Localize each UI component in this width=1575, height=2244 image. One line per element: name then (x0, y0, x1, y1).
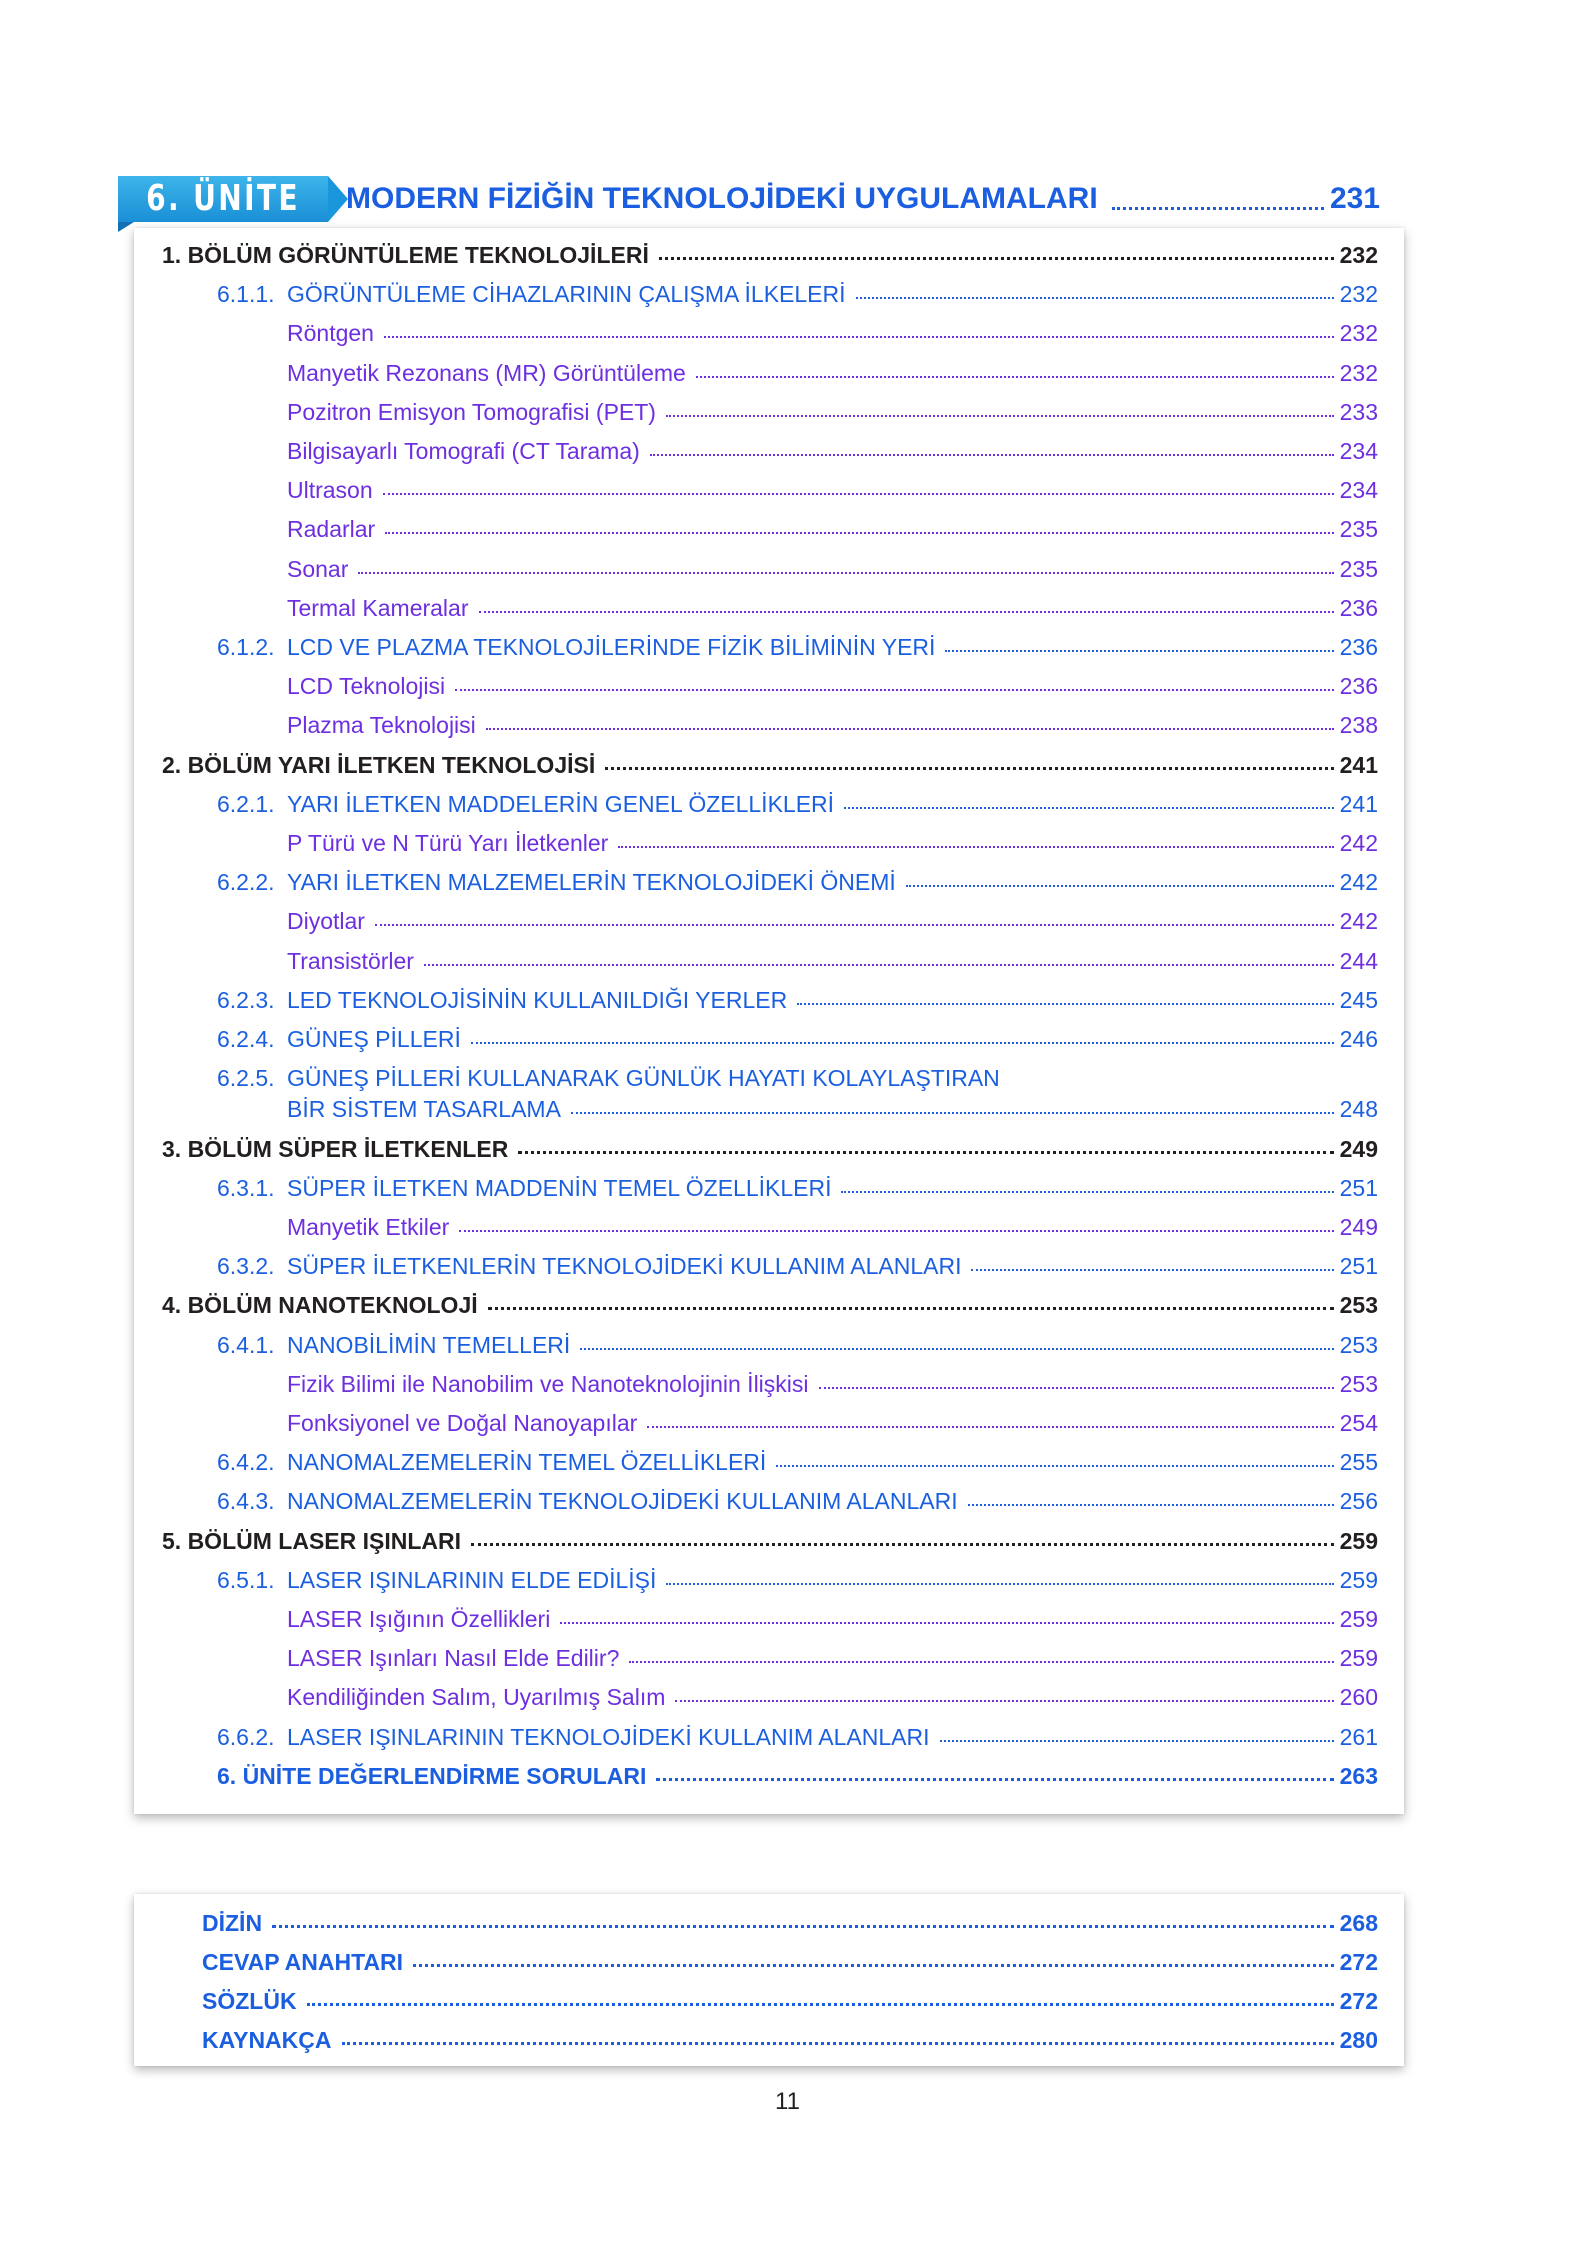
toc-entry-title: GÖRÜNTÜLEME CİHAZLARININ ÇALIŞMA İLKELERİ (287, 281, 846, 308)
toc-entry-part[interactable] (162, 1136, 1378, 1163)
toc-entry-page: 235 (1339, 516, 1378, 543)
back-matter-entry[interactable] (202, 2027, 1378, 2054)
toc-entry-title: Fizik Bilimi ile Nanobilim ve Nanoteknolojinin İlişkisi (287, 1370, 809, 1397)
toc-entry-page: 251 (1339, 1174, 1378, 1201)
dot-leader (945, 650, 1333, 652)
toc-entry-title: 5. BÖLÜM LASER IŞINLARI (162, 1527, 462, 1554)
toc-entry-title: SÜPER İLETKEN MADDENİN TEMEL ÖZELLİKLERİ (287, 1174, 832, 1201)
toc-entry-page: 255 (1339, 1449, 1378, 1476)
dot-leader (358, 572, 1333, 574)
toc-entry-sub[interactable] (287, 516, 1378, 543)
toc-entry-page: 254 (1339, 1410, 1378, 1436)
dot-leader (797, 1003, 1333, 1005)
toc-entry-page: 232 (1339, 320, 1378, 347)
dot-leader (471, 1042, 1334, 1044)
toc-entry-title: Kendiliğinden Salım, Uyarılmış Salım (287, 1684, 666, 1711)
toc-entry-title: 6. ÜNİTE DEĞERLENDİRME SORULARI (217, 1762, 647, 1789)
toc-entry-title: BİR SİSTEM TASARLAMA (287, 1096, 561, 1123)
toc-entry-page: 259 (1339, 1566, 1378, 1593)
toc-entry-number: 6.2.5. (217, 1065, 275, 1092)
dot-leader (413, 1964, 1334, 1967)
toc-entry-page: 253 (1339, 1292, 1378, 1319)
back-matter-title: CEVAP ANAHTARI (202, 1949, 404, 1975)
dot-leader (666, 415, 1334, 417)
toc-entry-part[interactable] (162, 752, 1378, 779)
dot-leader (455, 689, 1334, 691)
back-matter-page: 280 (1339, 2027, 1378, 2053)
toc-entry-sub[interactable] (287, 673, 1378, 700)
toc-entry-title: 2. BÖLÜM YARI İLETKEN TEKNOLOJİSİ (162, 751, 596, 778)
dot-leader (675, 1700, 1333, 1702)
toc-entry-title: Fonksiyonel ve Doğal Nanoyapılar (287, 1410, 638, 1436)
toc-entry-title: GÜNEŞ PİLLERİ KULLANARAK GÜNLÜK HAYATI KOLAYLAŞTIRAN (287, 1065, 1000, 1092)
toc-entry-page: 261 (1339, 1723, 1378, 1750)
toc-entry-sec[interactable] (217, 791, 1378, 818)
toc-entry-sec[interactable] (217, 1065, 1378, 1092)
toc-entry-page: 259 (1339, 1606, 1378, 1632)
toc-entry-number: 6.2.1. (217, 790, 275, 817)
dot-leader (968, 1504, 1334, 1506)
toc-entry-sub[interactable] (287, 399, 1378, 426)
unit-title: MODERN FİZİĞİN TEKNOLOJİDEKİ UYGULAMALARI (346, 182, 1098, 215)
dot-leader (647, 1426, 1333, 1428)
back-matter-box (134, 1894, 1404, 2066)
toc-entry-number: 6.2.3. (217, 986, 275, 1013)
toc-entry-title: Termal Kameralar (287, 594, 469, 621)
toc-entry-sec[interactable] (217, 1567, 1378, 1594)
toc-entry-sec[interactable] (217, 987, 1378, 1014)
dot-leader (1112, 207, 1324, 210)
toc-entry-title: Bilgisayarlı Tomografi (CT Tarama) (287, 438, 640, 464)
toc-entry-title: Röntgen (287, 320, 374, 347)
toc-entry-sec[interactable] (217, 634, 1378, 661)
dot-leader (776, 1465, 1333, 1467)
toc-entry-sub[interactable] (287, 320, 1378, 347)
toc-entry-sec2[interactable] (287, 1096, 1378, 1123)
toc-entry-page: 245 (1339, 986, 1378, 1013)
toc-entry-title: Manyetik Etkiler (287, 1214, 450, 1240)
toc-entry-title: LCD VE PLAZMA TEKNOLOJİLERİNDE FİZİK BİLİMİNİN YERİ (287, 634, 936, 660)
unit-label: 6. ÜNİTE (146, 178, 300, 219)
dot-leader (666, 1583, 1333, 1585)
toc-entry-title: LASER Işığının Özellikleri (287, 1606, 551, 1632)
toc-entry-sec[interactable] (217, 1332, 1378, 1359)
toc-entry-page: 236 (1339, 673, 1378, 700)
dot-leader (479, 611, 1334, 613)
toc-entry-sub[interactable] (287, 1606, 1378, 1633)
toc-entry-sub[interactable] (287, 1214, 1378, 1241)
toc-entry-number: 6.2.4. (217, 1026, 275, 1052)
dot-leader (819, 1387, 1334, 1389)
toc-entry-number: 6.5.1. (217, 1566, 275, 1593)
toc-entry-title: SÜPER İLETKENLERİN TEKNOLOJİDEKİ KULLANIM ALANLARI (287, 1253, 962, 1280)
toc-entry-sub[interactable] (287, 595, 1378, 622)
dot-leader (571, 1112, 1334, 1114)
toc-entry-page: 248 (1339, 1096, 1378, 1123)
toc-entry-sub[interactable] (287, 1684, 1378, 1711)
toc-entry-title: LCD Teknolojisi (287, 673, 446, 700)
toc-entry-page: 235 (1339, 555, 1378, 582)
toc-entry-title: YARI İLETKEN MALZEMELERİN TEKNOLOJİDEKİ ÖNEMİ (287, 869, 896, 896)
dot-leader (618, 846, 1333, 848)
toc-entry-page: 246 (1339, 1026, 1378, 1052)
toc-entry-title: Plazma Teknolojisi (287, 712, 476, 739)
toc-entry-sub[interactable] (287, 438, 1378, 465)
toc-entry-sec[interactable] (217, 1724, 1378, 1751)
unit-title-row[interactable] (346, 176, 1380, 222)
toc-entry-sub[interactable] (287, 1645, 1378, 1672)
toc-entry-sec[interactable] (217, 1253, 1378, 1280)
toc-entry-number: 6.3.1. (217, 1174, 275, 1201)
back-matter-page: 272 (1339, 1988, 1378, 2014)
toc-entry-number: 6.1.1. (217, 281, 275, 308)
toc-entry-page: 242 (1339, 830, 1378, 856)
back-matter-page: 272 (1339, 1949, 1378, 1975)
toc-entry-page: 241 (1339, 790, 1378, 817)
toc-entry-page: 249 (1339, 1135, 1378, 1162)
dot-leader (383, 493, 1334, 495)
toc-entry-sec[interactable] (217, 869, 1378, 896)
back-matter-title: SÖZLÜK (202, 1988, 297, 2014)
toc-entry-title: Sonar (287, 555, 349, 582)
dot-leader (841, 1191, 1333, 1193)
toc-entry-sub[interactable] (287, 360, 1378, 387)
toc-entry-sec[interactable] (217, 1175, 1378, 1202)
unit-tab-fold (118, 222, 134, 232)
toc-entry-eval[interactable] (217, 1763, 1378, 1790)
toc-entry-page: 259 (1339, 1527, 1378, 1554)
dot-leader (971, 1269, 1333, 1271)
toc-entry-number: 6.1.2. (217, 634, 275, 660)
toc-entry-page: 242 (1339, 908, 1378, 935)
dot-leader (488, 1307, 1334, 1310)
toc-entry-page: 241 (1339, 751, 1378, 778)
toc-entry-sub[interactable] (287, 1410, 1378, 1437)
unit-header (118, 176, 1380, 224)
dot-leader (906, 885, 1334, 887)
toc-entry-number: 6.2.2. (217, 869, 275, 896)
toc-entry-title: LED TEKNOLOJİSİNİN KULLANILDIĞI YERLER (287, 986, 788, 1013)
toc-entry-sub[interactable] (287, 556, 1378, 583)
dot-leader (844, 807, 1334, 809)
toc-entry-page: 236 (1339, 634, 1378, 660)
toc-entry-page: 253 (1339, 1370, 1378, 1397)
toc-entry-page: 232 (1339, 242, 1378, 268)
back-matter-entry[interactable] (202, 1949, 1378, 1976)
dot-leader (656, 1778, 1333, 1781)
toc-entry-title: Ultrason (287, 477, 373, 504)
toc-entry-sub[interactable] (287, 948, 1378, 975)
toc-entry-page: 234 (1339, 477, 1378, 504)
toc-entry-sub[interactable] (287, 1371, 1378, 1398)
dot-leader (629, 1661, 1333, 1663)
dot-leader (605, 767, 1333, 770)
toc-entry-sec[interactable] (217, 1449, 1378, 1476)
toc-entry-page: 236 (1339, 594, 1378, 621)
toc-entry-page: 232 (1339, 359, 1378, 386)
toc-entry-page: 259 (1339, 1645, 1378, 1672)
toc-entry-sub[interactable] (287, 830, 1378, 857)
dot-leader (384, 336, 1334, 338)
toc-entry-title: 1. BÖLÜM GÖRÜNTÜLEME TEKNOLOJİLERİ (162, 242, 649, 268)
toc-entry-page: 238 (1339, 712, 1378, 739)
toc-entry-part[interactable] (162, 242, 1378, 269)
toc-entry-number: 6.4.3. (217, 1488, 275, 1515)
dot-leader (486, 728, 1334, 730)
toc-entry-number: 6.4.2. (217, 1449, 275, 1476)
toc-entry-page: 234 (1339, 438, 1378, 464)
toc-entry-page: 263 (1339, 1762, 1378, 1789)
dot-leader (659, 257, 1334, 260)
toc-entry-number: 6.3.2. (217, 1253, 275, 1280)
toc-entry-title: 4. BÖLÜM NANOTEKNOLOJİ (162, 1292, 478, 1319)
toc-entry-title: Manyetik Rezonans (MR) Görüntüleme (287, 359, 686, 386)
back-matter-entry[interactable] (202, 1910, 1378, 1937)
dot-leader (375, 924, 1334, 926)
toc-entry-sub[interactable] (287, 908, 1378, 935)
toc-entry-title: LASER IŞINLARININ ELDE EDİLİŞİ (287, 1566, 657, 1593)
back-matter-title: KAYNAKÇA (202, 2027, 332, 2053)
toc-entry-sec[interactable] (217, 1026, 1378, 1053)
toc-entry-sec[interactable] (217, 1488, 1378, 1515)
dot-leader (650, 454, 1334, 456)
back-matter-title: DİZİN (202, 1910, 263, 1936)
dot-leader (560, 1622, 1333, 1624)
toc-entry-page: 244 (1339, 947, 1378, 974)
toc-entry-page: 232 (1339, 281, 1378, 308)
toc-entry-sub[interactable] (287, 477, 1378, 504)
toc-entry-title: Transistörler (287, 947, 414, 974)
unit-tab-arrow (328, 176, 348, 222)
toc-entry-title: NANOMALZEMELERİN TEKNOLOJİDEKİ KULLANIM ALANLARI (287, 1488, 958, 1515)
dot-leader (307, 2003, 1334, 2006)
back-matter-page: 268 (1339, 1910, 1378, 1936)
toc-entry-title: NANOMALZEMELERİN TEMEL ÖZELLİKLERİ (287, 1449, 767, 1476)
dot-leader (459, 1230, 1333, 1232)
dot-leader (940, 1740, 1334, 1742)
dot-leader (471, 1543, 1334, 1546)
toc-entry-page: 249 (1339, 1214, 1378, 1240)
toc-entry-title: P Türü ve N Türü Yarı İletkenler (287, 830, 609, 856)
toc-entry-page: 256 (1339, 1488, 1378, 1515)
toc-entry-part[interactable] (162, 1528, 1378, 1555)
toc-entry-title: GÜNEŞ PİLLERİ (287, 1026, 461, 1052)
toc-entry-sec[interactable] (217, 281, 1378, 308)
toc-entry-title: Radarlar (287, 516, 376, 543)
dot-leader (696, 376, 1334, 378)
page-number: 11 (775, 2088, 800, 2115)
toc-entry-page: 251 (1339, 1253, 1378, 1280)
toc-entry-title: LASER Işınları Nasıl Elde Edilir? (287, 1645, 620, 1672)
dot-leader (342, 2042, 1334, 2045)
toc-box (134, 228, 1404, 1814)
toc-entry-sub[interactable] (287, 712, 1378, 739)
toc-entry-page: 253 (1339, 1331, 1378, 1358)
toc-entry-page: 260 (1339, 1684, 1378, 1711)
toc-entry-title: Pozitron Emisyon Tomografisi (PET) (287, 398, 656, 425)
toc-entry-number: 6.6.2. (217, 1723, 275, 1750)
dot-leader (580, 1348, 1333, 1350)
dot-leader (385, 532, 1333, 534)
toc-entry-part[interactable] (162, 1292, 1378, 1319)
toc-entry-title: YARI İLETKEN MADDELERİN GENEL ÖZELLİKLERİ (287, 790, 835, 817)
toc-entry-number: 6.4.1. (217, 1331, 275, 1358)
toc-entry-page: 233 (1339, 398, 1378, 425)
back-matter-entry[interactable] (202, 1988, 1378, 2015)
toc-entry-title: NANOBİLİMİN TEMELLERİ (287, 1331, 571, 1358)
toc-entry-title: LASER IŞINLARININ TEKNOLOJİDEKİ KULLANIM ALANLARI (287, 1723, 930, 1750)
toc-entry-title: Diyotlar (287, 908, 365, 935)
unit-page: 231 (1329, 182, 1380, 215)
dot-leader (272, 1925, 1334, 1928)
dot-leader (424, 964, 1334, 966)
dot-leader (518, 1151, 1333, 1154)
dot-leader (856, 297, 1334, 299)
toc-entry-title: 3. BÖLÜM SÜPER İLETKENLER (162, 1135, 509, 1162)
toc-entry-page: 242 (1339, 869, 1378, 896)
